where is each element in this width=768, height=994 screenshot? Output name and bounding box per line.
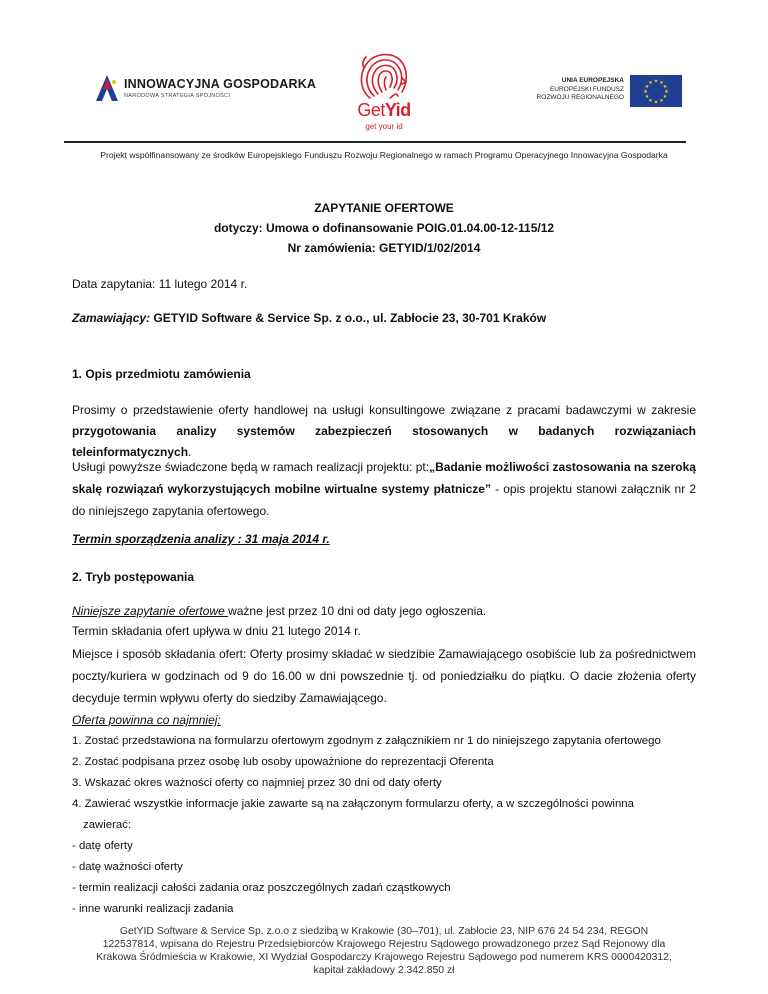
order-number: Nr zamówienia: GETYID/1/02/2014 bbox=[287, 241, 481, 255]
request-date: Data zapytania: 11 lutego 2014 r. bbox=[72, 277, 248, 291]
section1-p2-end: - opis projektu stanowi załącznik nr 2 do niniejszego zapytania ofertowego. bbox=[72, 482, 696, 518]
svg-text:★: ★ bbox=[644, 84, 650, 90]
footer-line: Krakowa Śródmieścia w Krakowie, XI Wydział Gospodarczy Krajowego Rejestru Sądowego pod numerem KRS 0000420312, bbox=[96, 952, 672, 963]
section2-validity bbox=[72, 603, 696, 619]
svg-text:★: ★ bbox=[643, 89, 648, 95]
section2-validity-text: ważne jest przez 10 dni od daty jego ogłoszenia. bbox=[228, 604, 487, 618]
svg-text:★: ★ bbox=[648, 98, 653, 104]
svg-text:★: ★ bbox=[664, 89, 669, 95]
offer-requirements-heading: Oferta powinna co najmniej: bbox=[72, 713, 221, 727]
orderer-line bbox=[72, 310, 696, 326]
svg-text:★: ★ bbox=[653, 78, 659, 85]
eu-logo-line3: ROZWOJU REGIONALNEGO bbox=[536, 94, 624, 101]
section1-p2-text: Usługi powyższe świadczone będą w ramach realizacji projektu: pt: bbox=[72, 460, 430, 474]
offer-requirement-subitem: - datę oferty bbox=[72, 840, 133, 852]
company-footer bbox=[0, 925, 768, 977]
offer-requirement-subitem: - inne warunki realizacji zadania bbox=[72, 903, 234, 915]
section2-submission-place: Miejsce i sposób składania ofert: Oferty prosimy składać w siedzibie Zamawiającego osobiście lub za pośrednictwem poczty/kuriera w godzinach od 9 do 16.00 w dni powszednie tj. od poniedziałku do piątku. O dacie złożenia oferty decyduje termin wpływu oferty do siedziby Zamawiającego. bbox=[72, 647, 696, 705]
getyid-wordmark-get: Get bbox=[357, 100, 385, 120]
section1-heading: 1. Opis przedmiotu zamówienia bbox=[72, 367, 251, 381]
svg-text:★: ★ bbox=[659, 98, 664, 104]
getyid-tagline: get your id bbox=[365, 122, 403, 131]
svg-text:★: ★ bbox=[659, 80, 664, 86]
innowacyjna-gospodarka-logo bbox=[94, 73, 317, 107]
section2-submission-deadline: Termin składania ofert upływa w dniu 21 lutego 2014 r. bbox=[72, 624, 361, 638]
section1-p2-project: „Badanie możliwości zastosowania na szeroką skalę rozwiązań wykorzystujących mobilne wirtualne systemy płatnicze” bbox=[72, 460, 696, 496]
document-subject: dotyczy: Umowa o dofinansowanie POIG.01.04.00-12-115/12 bbox=[213, 221, 555, 235]
eu-logo-text bbox=[537, 77, 624, 103]
offer-requirement-subitem: - datę ważności oferty bbox=[72, 861, 183, 873]
eu-logo-line1: UNIA EUROPEJSKA bbox=[561, 77, 624, 84]
header-divider bbox=[64, 141, 686, 143]
offer-requirement-item: 2. Zostać podpisana przez osobę lub osoby upoważnione do reprezentacji Oferenta bbox=[72, 756, 494, 768]
eu-logo-line2: EUROPEJSKI FUNDUSZ bbox=[549, 85, 624, 93]
section1-p1-subject: przygotowania analizy systemów zabezpieczeń stosowanych w badanych rozwiązaniach teleinformatycznych bbox=[72, 424, 696, 459]
innowacyjna-gospodarka-title: INNOWACYJNA GOSPODARKA bbox=[124, 77, 317, 91]
svg-text:★: ★ bbox=[662, 84, 668, 90]
section1-p1-end: . bbox=[188, 445, 192, 459]
svg-text:★: ★ bbox=[648, 80, 653, 86]
innowacyjna-gospodarka-subtitle: NARODOWA STRATEGIA SPÓJNOŚCI bbox=[124, 93, 231, 99]
innowacyjna-gospodarka-emblem-icon bbox=[94, 73, 120, 103]
analysis-deadline: Termin sporządzenia analizy : 31 maja 2014 r. bbox=[72, 532, 330, 546]
orderer-value: GETYID Software & Service Sp. z o.o., ul. Zabłocie 23, 30-701 Kraków bbox=[150, 311, 547, 325]
orderer-label: Zamawiający: bbox=[72, 311, 151, 325]
offer-requirement-item: 4. Zawierać wszystkie informacje jakie zawarte są na załączonym formularzu oferty, a w szczególności powinna bbox=[72, 798, 634, 810]
offer-requirement-item: zawierać: bbox=[83, 819, 132, 831]
svg-text:★: ★ bbox=[653, 99, 659, 106]
cofinancing-note: Projekt współfinansowany ze środków Europejskiego Funduszu Rozwoju Regionalnego w ramach Programu Operacyjnego Innowacyjna Gospodarka bbox=[100, 150, 668, 160]
getyid-logo bbox=[346, 48, 422, 134]
footer-line: kapitał zakładowy 2.342.850 zł bbox=[313, 965, 455, 976]
document-title: ZAPYTANIE OFERTOWE bbox=[314, 201, 454, 215]
footer-line: 122537814, wpisana do Rejestru Przedsiębiorców Krajowego Rejestru Sądowego prowadzonego przez Sąd Rejonowy dla bbox=[102, 939, 666, 950]
offer-requirement-item: 3. Wskazać okres ważności oferty co najmniej przez 30 dni od daty oferty bbox=[72, 777, 442, 789]
section1-paragraph1 bbox=[72, 400, 696, 463]
svg-text:★: ★ bbox=[644, 94, 650, 100]
eu-flag-icon bbox=[630, 75, 682, 107]
eu-logo bbox=[535, 77, 682, 107]
section1-paragraph2 bbox=[72, 456, 696, 522]
section1-p1-text: Prosimy o przedstawienie oferty handlowej na usługi konsultingowe związane z pracami badawczymi w zakresie bbox=[72, 403, 696, 417]
fingerprint-head-icon bbox=[346, 48, 422, 102]
footer-line: GetYID Software & Service Sp. z.o.o z siedzibą w Krakowie (30–701), ul. Zabłocie 23, NIP 676 24 54 234, REGON bbox=[119, 926, 649, 937]
getyid-wordmark-yid: Yid bbox=[384, 100, 411, 120]
section2-heading: 2. Tryb postępowania bbox=[72, 570, 195, 584]
getyid-wordmark bbox=[346, 100, 422, 121]
section2-validity-label: Niniejsze zapytanie ofertowe bbox=[72, 604, 229, 618]
svg-text:★: ★ bbox=[662, 94, 668, 100]
offer-requirement-subitem: - termin realizacji całości zadania oraz poszczególnych zadań cząstkowych bbox=[72, 882, 451, 894]
offer-requirement-item: 1. Zostać przedstawiona na formularzu ofertowym zgodnym z załącznikiem nr 1 do niniejszego zapytania ofertowego bbox=[72, 735, 661, 747]
